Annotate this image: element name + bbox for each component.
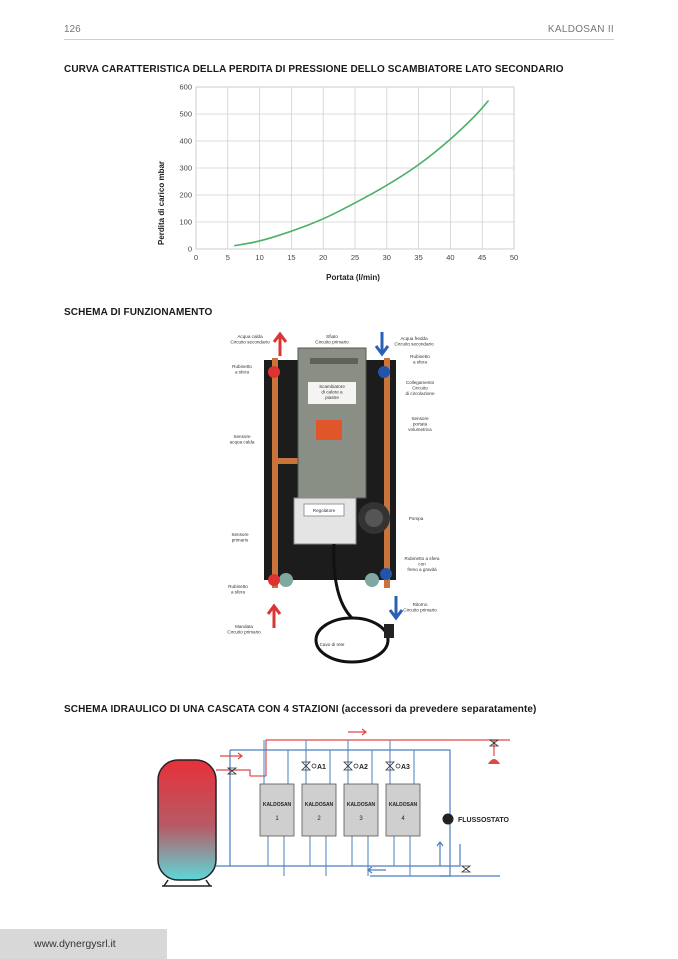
x-tick-label: 5 [225, 253, 230, 262]
label-rubinetto-bl: Rubinetto a sfera [228, 584, 248, 595]
label-sensore-primario: Sensore primario [231, 532, 249, 543]
station-name: KALDOSAN [346, 802, 376, 808]
label-sensore-portata: Sensore portata volumetrica [408, 416, 432, 432]
pipe-right [384, 358, 390, 588]
pressure-loss-chart [150, 78, 530, 288]
y-tick-label: 200 [179, 190, 192, 200]
zone-valve-label: A1 [317, 764, 326, 771]
x-tick-label: 40 [446, 253, 455, 262]
label-rubinetto-tr: Rubinetto a sfera [410, 354, 430, 365]
station-unit [386, 784, 420, 836]
y-tick-label: 400 [179, 136, 192, 146]
exchanger-label-plate [316, 420, 342, 440]
bottom-valve-icon [462, 866, 470, 872]
flussostato-icon [443, 814, 454, 825]
label-cavo: Cavo di rete [319, 642, 345, 647]
station-valves [302, 762, 410, 771]
x-tick-label: 15 [287, 253, 296, 262]
station-unit [260, 784, 294, 836]
storage-tank [158, 760, 216, 880]
valve-top-right [378, 366, 390, 378]
station-number: 3 [359, 816, 363, 822]
label-rubinetto-tl: Rubinetto a sfera [232, 364, 252, 375]
label-scambiatore: Scambiatore di calore a piastre [319, 384, 345, 400]
y-tick-label: 0 [187, 244, 192, 254]
footer-bar [0, 929, 167, 959]
x-tick-label: 20 [319, 253, 328, 262]
gauge-right [365, 573, 379, 587]
arrow-down-ritorno [390, 596, 402, 618]
station-unit [344, 784, 378, 836]
station-unit [302, 784, 336, 836]
y-tick-label: 600 [179, 82, 192, 92]
x-tick-label: 0 [193, 253, 199, 262]
valve-top-left [268, 366, 280, 378]
expansion-vessel-icon [488, 759, 500, 764]
station-name: KALDOSAN [388, 802, 418, 808]
x-tick-label: 30 [382, 253, 391, 262]
device-photo-diagram [224, 328, 454, 670]
label-sensore-acqua: Sensore acqua calda [229, 434, 255, 445]
valve-bottom-left [268, 574, 280, 586]
label-mandata: Mandata Circuito primario [227, 624, 261, 635]
cascade-hydraulic-diagram [150, 726, 530, 896]
label-regolatore: Regolatore [312, 508, 336, 513]
product-name: KALDOSAN II [547, 24, 614, 35]
label-acqua-fredda: Acqua fredda Circuito secondario [394, 336, 434, 347]
zone-valve-label: A2 [359, 764, 368, 771]
valve-bottom-right [380, 568, 392, 580]
chart-section-title: CURVA CARATTERISTICA DELLA PERDITA DI PRESSIONE DELLO SCAMBIATORE LATO SECONDARIO [64, 64, 564, 75]
label-acqua-calda: Acqua calda Circuito secondario [230, 334, 270, 345]
label-sfiato: Sfiato Circuito primario [315, 334, 349, 345]
stations [260, 740, 420, 876]
gauge-left [279, 573, 293, 587]
arrow-up-hot [274, 334, 286, 356]
flussostato-label: FLUSSOSTATO [458, 817, 509, 824]
label-collegamento: Collegamento Circuito di circolazione [405, 380, 435, 396]
x-tick-label: 35 [414, 253, 423, 262]
y-tick-label: 300 [179, 163, 192, 173]
power-cable [316, 618, 388, 662]
mixing-valve-icon [228, 768, 236, 774]
y-tick-label: 500 [179, 109, 192, 119]
x-tick-label: 10 [255, 253, 264, 262]
chart-ylabel: Perdita di carico mbar [157, 160, 166, 246]
arrow-up-mandata [268, 606, 280, 628]
cascade-section-title: SCHEMA IDRAULICO DI UNA CASCATA CON 4 STAZIONI (accessori da prevedere separatamente) [64, 704, 537, 715]
footer-url[interactable]: www.dynergysrl.it [34, 938, 116, 950]
chart-xlabel: Portata (l/min) [326, 273, 380, 282]
label-rubinetto-gravita: Rubinetto a sfera con freno a gravità [404, 556, 440, 572]
pipe-left [272, 358, 278, 588]
cold-line [216, 844, 460, 866]
x-tick-label: 25 [350, 253, 360, 262]
page-header [64, 24, 614, 40]
label-ritorno: Ritorno Circuito primario [403, 602, 437, 613]
functioning-section-title: SCHEMA DI FUNZIONAMENTO [64, 307, 213, 318]
station-number: 4 [401, 816, 405, 822]
y-tick-label: 100 [179, 217, 192, 227]
x-tick-label: 50 [509, 253, 519, 262]
station-number: 1 [275, 816, 279, 822]
plug [384, 624, 394, 638]
x-tick-label: 45 [478, 253, 487, 262]
chart-grid [196, 87, 514, 249]
station-number: 2 [317, 816, 321, 822]
arrow-down-cold [376, 332, 388, 354]
label-pompa: Pompa [408, 516, 424, 521]
station-name: KALDOSAN [262, 802, 292, 808]
page-number: 126 [64, 24, 81, 35]
zone-valve-label: A3 [401, 764, 410, 771]
station-name: KALDOSAN [304, 802, 334, 808]
